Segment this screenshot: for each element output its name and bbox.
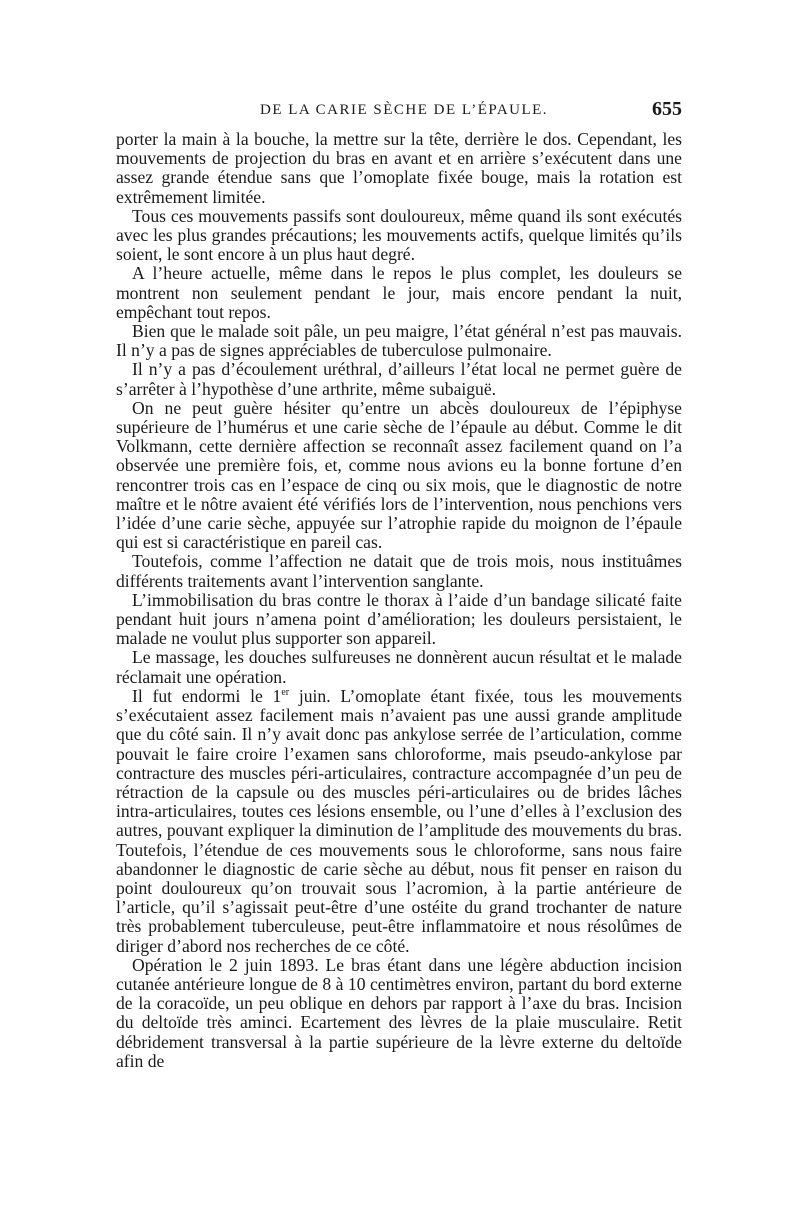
paragraph: Toutefois, comme l’affection ne datait que de trois mois, nous instituâmes différents traitements avant l’intervention sanglante. [116,551,682,591]
ordinal-superscript: er [281,687,290,699]
paragraph: Bien que le malade soit pâle, un peu maigre, l’état général n’est pas mauvais. Il n’y a pas de signes appréciables de tuberculose pulmonaire. [116,321,682,361]
paragraph-surgery-date [116,687,682,956]
paragraph: Le massage, les douches sulfureuses ne donnèrent aucun résultat et le malade réclamait une opération. [116,647,682,687]
paragraph: porter la main à la bouche, la mettre sur la tête, derrière le dos. Cependant, les mouvements de projection du bras en avant et en arrière s’exécutent dans une assez grande étendue sans que l’omoplate fixée bouge, mais la rotation est extrêmement limitée. [116,129,682,207]
page-number: 655 [652,98,682,120]
paragraph: A l’heure actuelle, même dans le repos le plus complet, les douleurs se montrent non seulement pendant le jour, mais encore pendant la nuit, empêchant tout repos. [116,263,682,322]
paragraph: Opération le 2 juin 1893. Le bras étant dans une légère abduction incision cutanée antérieure longue de 8 à 10 centimètres environ, partant du bord externe de la coracoïde, un peu oblique en dehors par rapport à l’axe du bras. Incision du deltoïde très aminci. Ecartement des lèvres de la plaie musculaire. Retit débridement transversal à la partie supérieure de la lèvre externe du deltoïde afin de [116,954,682,1071]
paragraph-text-after: juin. L’omoplate étant fixée, tous les mouvements s’exécutaient assez facilement mais n’avaient pas une aussi grande amplitude que du côté sain. Il n’y avait donc pas ankylose serrée de l’articulation, comme pouvait le faire croire l’examen sans chloroforme, mais pseudo-ankylose par contracture des muscles péri-articulaires, contracture accompagnée d’un peu de rétraction de la capsule ou des muscles péri-articulaires ou de brides lâches intra-articulaires, toutes ces lésions ensemble, ou l’une d’elles à l’exclusion des autres, pouvant expliquer la diminution de l’amplitude des mouvements du bras. Toutefois, l’étendue de ces mouvements sous le chloroforme, sans nous faire abandonner le diagnostic de carie sèche au début, nous fit penser en raison du point douloureux qu’on trouvait sous l’acromion, à la partie antérieure de l’article, qu’il s’agissait peut-être d’une ostéite du grand trochanter de nature très probablement tuberculeuse, peut-être inflammatoire et nous résolûmes de diriger d’abord nos recherches de ce côté. [116,685,682,956]
page-header [116,98,682,122]
paragraph: Il n’y a pas d’écoulement uréthral, d’ailleurs l’état local ne permet guère de s’arrêter à l’hypothèse d’une arthrite, même subaiguë. [116,359,682,399]
paragraph-text-before: Il fut endormi le 1 [132,685,282,706]
paragraph: L’immobilisation du bras contre le thorax à l’aide d’un bandage silicaté faite pendant huit jours n’amena point d’amélioration; les douleurs persistaient, le malade ne voulut plus supporter son appareil. [116,589,682,649]
body-text [116,130,682,1071]
paragraph: On ne peut guère hésiter qu’entre un abcès douloureux de l’épiphyse supérieure de l’humérus et une carie sèche de l’épaule au début. Comme le dit Volkmann, cette dernière affection se reconnaît assez facilement quand on l’a observée une première fois, et, comme nous avions eu la bonne fortune d’en rencontrer trois cas en l’espace de cinq ou six mois, que le diagnostic de notre maître et le nôtre avaient été vérifiés lors de l’intervention, nous penchions vers l’idée d’une carie sèche, appuyée sur l’atrophie rapide du moignon de l’épaule qui est si caractéristique en pareil cas. [116,397,682,553]
running-head: DE LA CARIE SÈCHE DE L’ÉPAULE. [260,102,549,118]
paragraph: Tous ces mouvements passifs sont douloureux, même quand ils sont exécutés avec les plus grandes précautions; les mouvements actifs, quelque limités qu’ils soient, le sont encore à un plus haut degré. [116,205,682,265]
